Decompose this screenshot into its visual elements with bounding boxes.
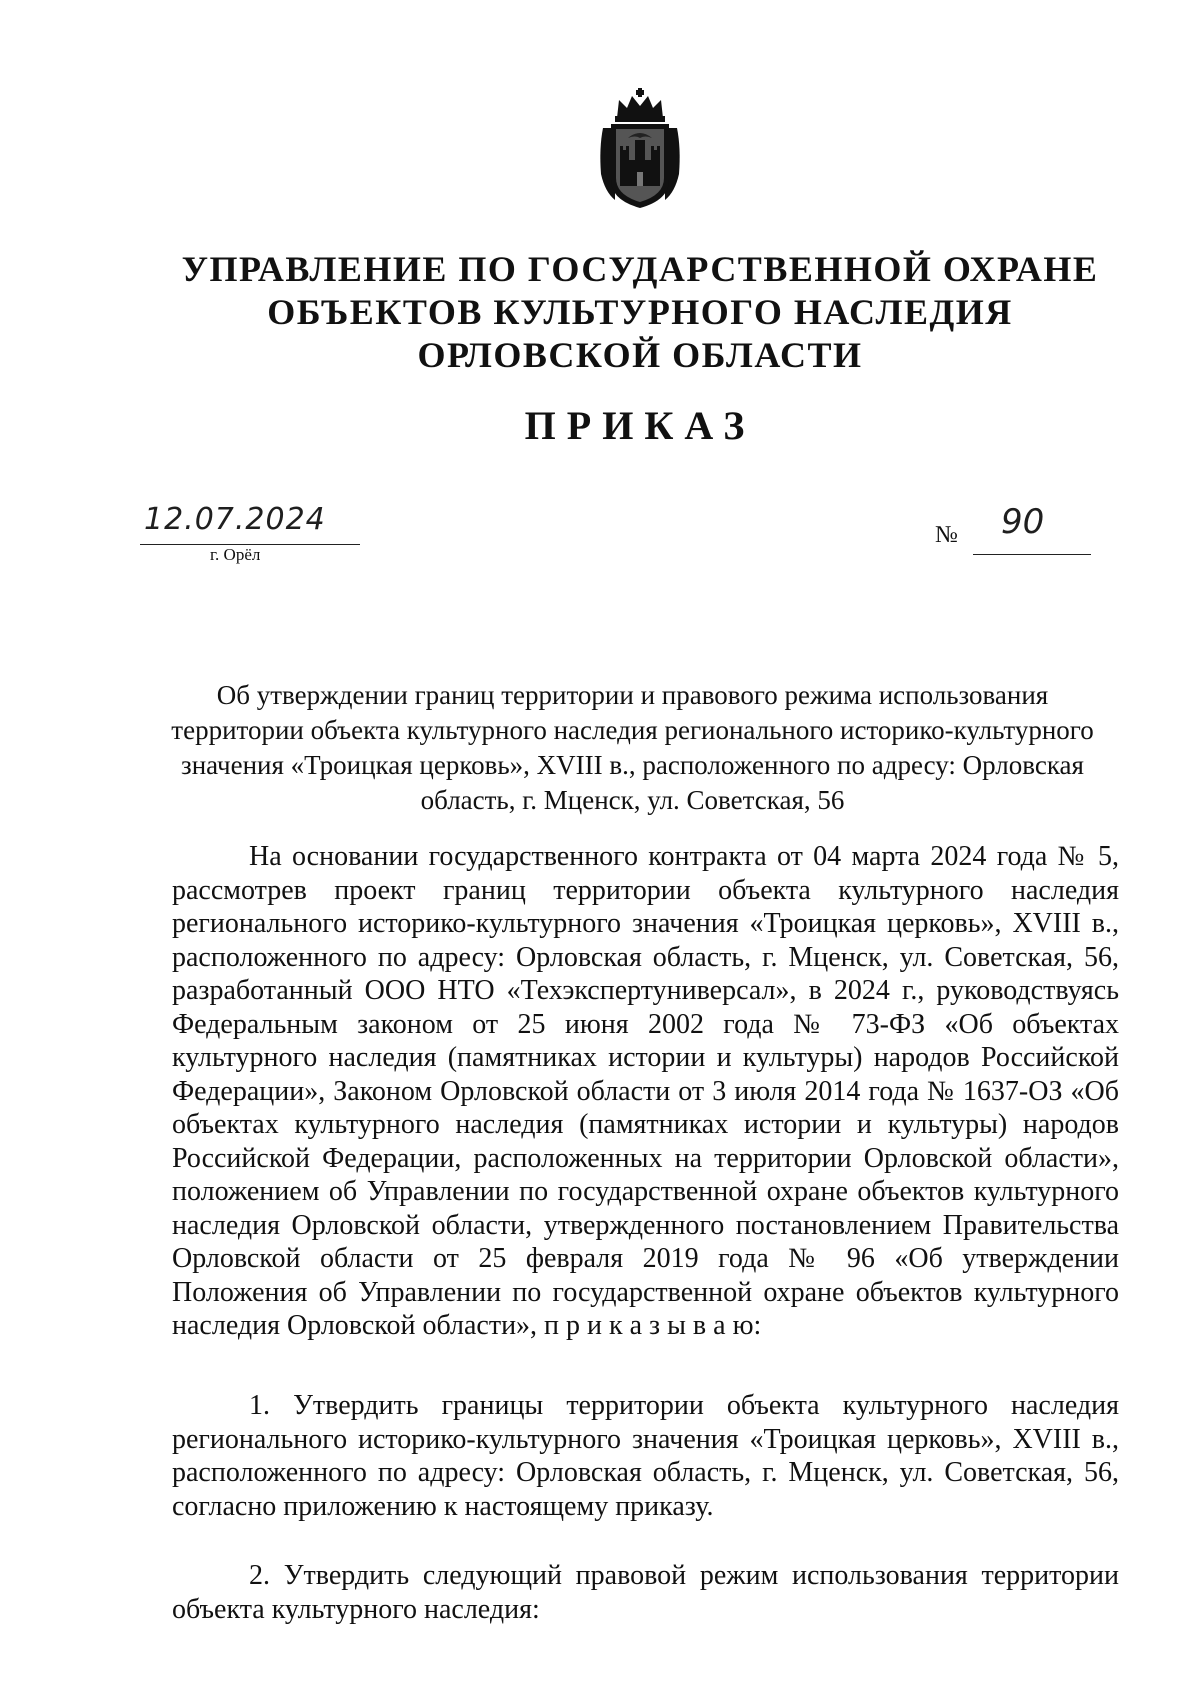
number-underline [973, 554, 1091, 555]
authority-line-3: ОРЛОВСКОЙ ОБЛАСТИ [417, 335, 863, 375]
order-number: 90 [1001, 502, 1045, 542]
order-subject: Об утверждении границ территории и правового режима использования территории объекта культурного наследия регионального историко-культурного значения «Троицкая церковь», XVIII в., расположенного по адресу: Орловская область, г. Мценск, ул. Советская, 56 [171, 680, 1094, 815]
orel-region-coat-of-arms-icon [595, 88, 685, 210]
order-item-1: 1. Утвердить границы территории объекта культурного наследия регионального историко-культурного значения «Троицкая церковь», XVIII в., расположенного по адресу: Орловская область, г. Мценск, ул. Советская, 56, согласно приложению к настоящему приказу. [172, 1390, 1119, 1522]
number-sign: № [935, 522, 958, 548]
preamble-paragraph: На основании государственного контракта от 04 марта 2024 года № 5, рассмотрев проект границ территории объекта культурного наследия регионального историко-культурного значения «Троицкая церковь», XVIII в., расположенного по адресу: Орловская область, г. Мценск, ул. Советская, 56, разработанный ООО НТО «Техэкспертуниверсал», в 2024 г., руководствуясь Федеральным законом от 25 июня 2002 года № 73-ФЗ «Об объектах культурного наследия (памятниках истории и культуры) народов Российской Федерации», Законом Орловской области от 3 июля 2014 года № 1637-ОЗ «Об объектах культурного наследия (памятниках истории и культуры) народов Российской Федерации, расположенных на территории Орловской области», положением об Управлении по государственной охране объектов культурного наследия Орловской области, утвержденного постановлением Правительства Орловской области от 25 февраля 2019 года № 96 «Об утверждении Положения об Управлении по государственной охране объектов культурного наследия Орловской области», п р и к а з ы в а ю: [172, 841, 1119, 1341]
document-type: ПРИКАЗ [524, 403, 756, 448]
order-item-2: 2. Утвердить следующий правовой режим использования территории объекта культурного наследия: [172, 1560, 1119, 1625]
authority-line-1: УПРАВЛЕНИЕ ПО ГОСУДАРСТВЕННОЙ ОХРАНЕ [181, 249, 1099, 289]
date-block [140, 500, 400, 570]
issuing-authority [150, 248, 1130, 377]
city: г. Орёл [210, 545, 261, 564]
authority-line-2: ОБЪЕКТОВ КУЛЬТУРНОГО НАСЛЕДИЯ [267, 292, 1013, 332]
order-date: 12.07.2024 [144, 502, 326, 537]
order-number-block [935, 502, 1095, 562]
